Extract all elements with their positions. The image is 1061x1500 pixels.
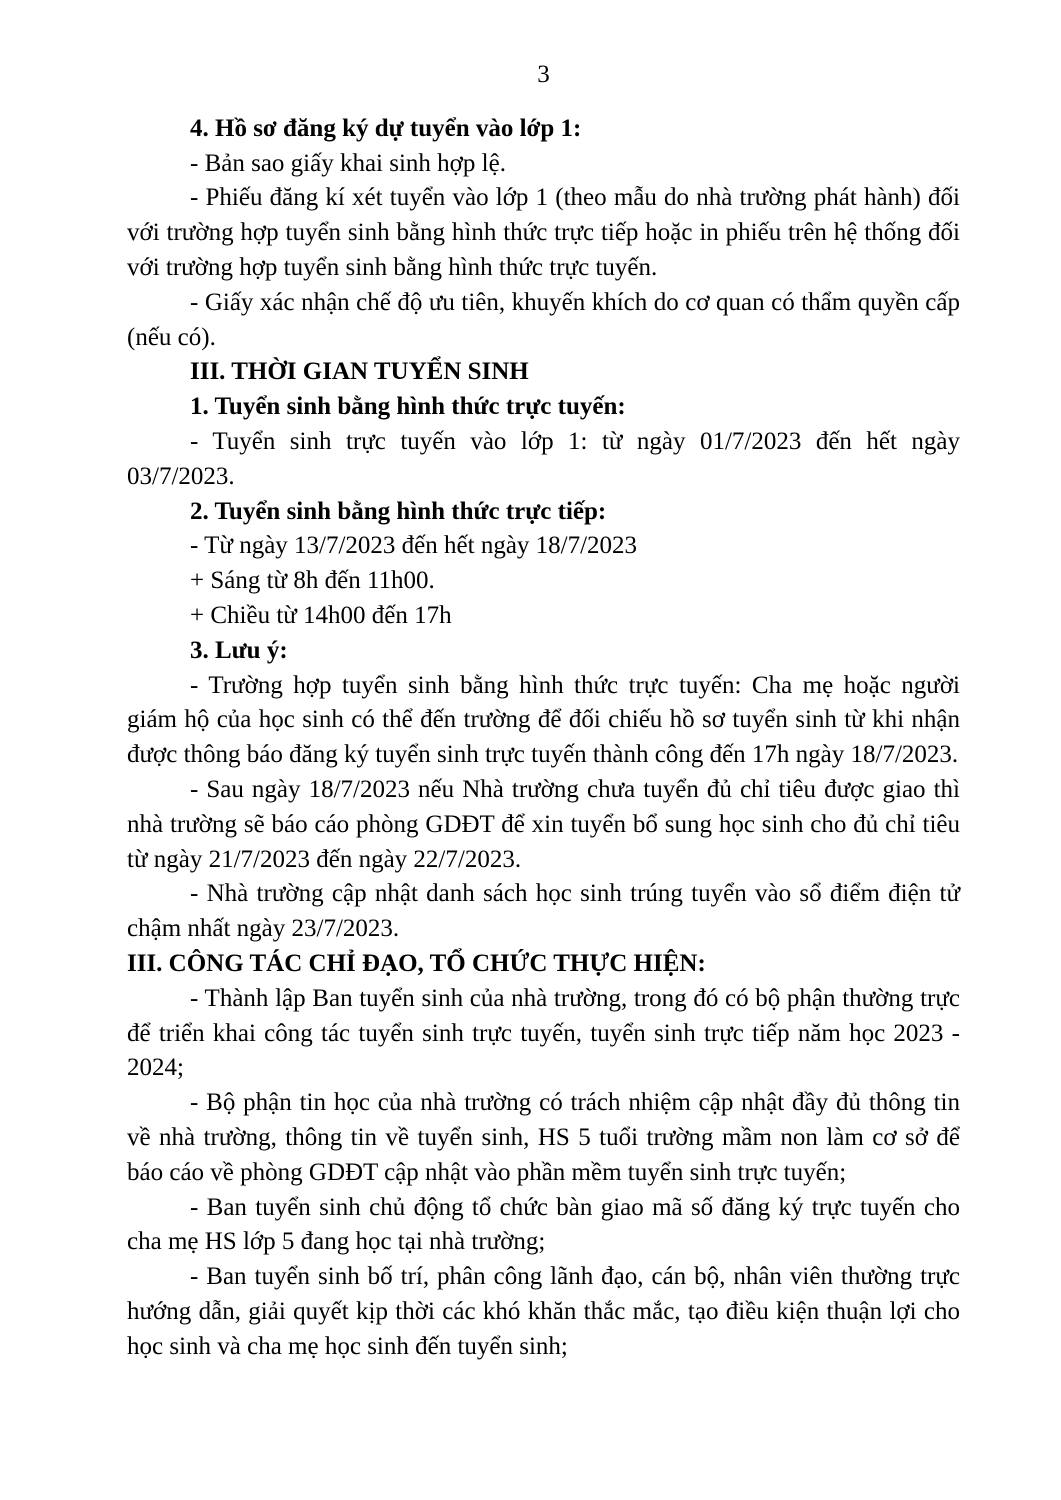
heading-luu-y: 3. Lưu ý: — [190, 636, 288, 664]
list-item-phieu-dang-ki: - Phiếu đăng kí xét tuyển vào lớp 1 (theo mẫu do nhà trường phát hành) đối với trường hợp tuyển sinh bằng hình thức trực tiếp hoặc in phiếu trên hệ thống đối với trường hợp tuyển sinh bằng hình thức trực tuyến. — [127, 184, 960, 281]
heading-truc-tuyen: 1. Tuyển sinh bằng hình thức trực tuyến: — [190, 393, 626, 421]
list-item-ban-giao-ma-so: - Ban tuyển sinh chủ động tổ chức bàn giao mã số đăng ký trực tuyến cho cha mẹ HS lớp 5 đang học tại nhà trường; — [127, 1193, 960, 1256]
list-item-cap-nhat-danh-sach: - Nhà trường cập nhật danh sách học sinh trúng tuyển vào sổ điểm điện tử chậm nhất ngày 23/7/2023. — [127, 880, 960, 943]
list-item-bo-tri-phan-cong: - Ban tuyển sinh bố trí, phân công lãnh đạo, cán bộ, nhân viên thường trực hướng dẫn, giải quyết kịp thời các khó khăn thắc mắc, tạo điều kiện thuận lợi cho học sinh và cha mẹ học sinh đến tuyển sinh; — [127, 1263, 960, 1360]
list-item-tu-ngay: - Từ ngày 13/7/2023 đến hết ngày 18/7/2023 — [190, 532, 638, 560]
heading-truc-tiep: 2. Tuyển sinh bằng hình thức trực tiếp: — [190, 497, 607, 525]
list-item-ban-sao: - Bản sao giấy khai sinh hợp lệ. — [190, 149, 506, 177]
list-item-thanh-lap-ban: - Thành lập Ban tuyển sinh của nhà trường, trong đó có bộ phận thường trực để triển khai công tác tuyển sinh trực tuyến, tuyển sinh trực tiếp năm học 2023 - 2024; — [127, 984, 960, 1082]
document-body — [127, 58, 960, 1364]
list-item-tuyen-sinh-truc-tuyen: - Tuyển sinh trực tuyến vào lớp 1: từ ngày 01/7/2023 đến hết ngày 03/7/2023. — [127, 427, 960, 490]
heading-section-4-ho-so: 4. Hồ sơ đăng ký dự tuyển vào lớp 1: — [190, 114, 582, 142]
page-number: 3 — [537, 61, 550, 88]
list-item-bo-phan-tin-hoc: - Bộ phận tin học của nhà trường có trách nhiệm cập nhật đầy đủ thông tin về nhà trường, thông tin về tuyển sinh, HS 5 tuổi trường mầm non làm cơ sở để báo cáo về phòng GDĐT cập nhật vào phần mềm tuyển sinh trực tuyến; — [127, 1089, 960, 1186]
heading-cong-tac-chi-dao: III. CÔNG TÁC CHỈ ĐẠO, TỔ CHỨC THỰC HIỆN: — [127, 949, 706, 977]
heading-thoi-gian-tuyen-sinh: III. THỜI GIAN TUYỂN SINH — [190, 358, 529, 386]
list-item-sau-ngay: - Sau ngày 18/7/2023 nếu Nhà trường chưa tuyển đủ chỉ tiêu được giao thì nhà trường sẽ báo cáo phòng GDĐT để xin tuyển bổ sung học sinh cho đủ chỉ tiêu từ ngày 21/7/2023 đến ngày 22/7/2023. — [127, 775, 960, 873]
list-item-giay-xac-nhan: - Giấy xác nhận chế độ ưu tiên, khuyến khích do cơ quan có thẩm quyền cấp (nếu có). — [127, 288, 960, 351]
list-item-truong-hop-truc-tuyen: - Trường hợp tuyển sinh bằng hình thức trực tuyến: Cha mẹ hoặc người giám hộ của học sinh có thể đến trường để đối chiếu hồ sơ tuyển sinh từ khi nhận được thông báo đăng ký tuyển sinh trực tuyến thành công đến 17h ngày 18/7/2023. — [127, 671, 960, 769]
list-item-sang: + Sáng từ 8h đến 11h00. — [190, 567, 435, 595]
list-item-chieu: + Chiều từ 14h00 đến 17h — [190, 601, 452, 629]
